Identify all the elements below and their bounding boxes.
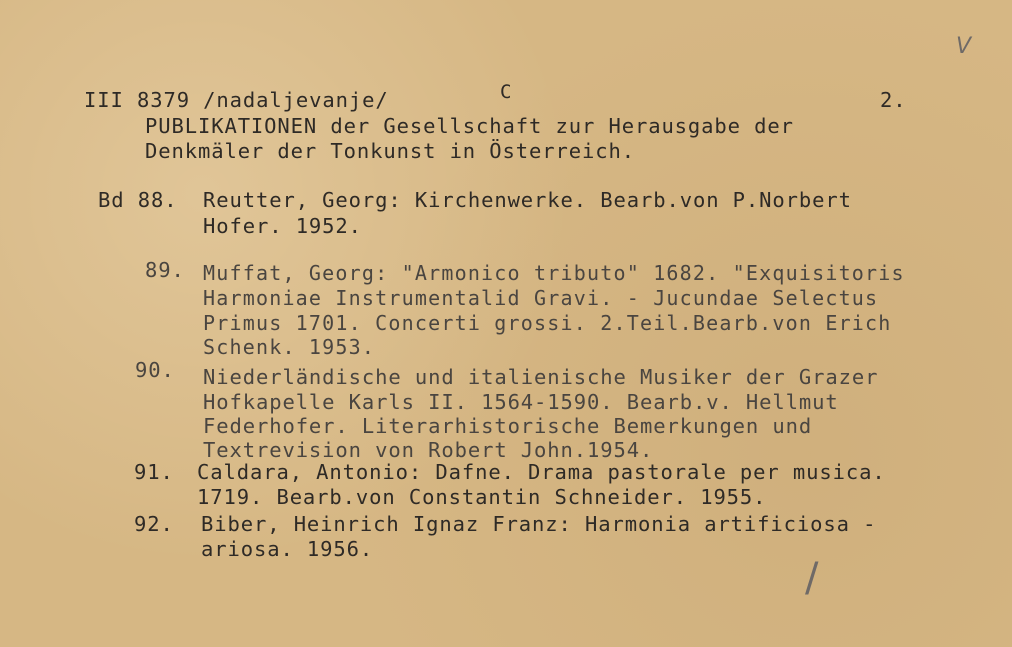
series-title-line-2: Denkmäler der Tonkunst in Österreich. bbox=[145, 139, 635, 163]
shelfmark: III 8379 /nadaljevanje/ bbox=[84, 88, 389, 112]
corner-check-mark: V bbox=[956, 34, 972, 59]
entry-line: Harmoniae Instrumentalid Gravi. - Jucundae Selectus bbox=[203, 286, 879, 310]
entry-label: 91. bbox=[134, 460, 174, 484]
entry-line: Hofkapelle Karls II. 1564-1590. Bearb.v. Hellmut bbox=[203, 390, 839, 414]
entry-line: Niederländische und italienische Musiker der Grazer bbox=[203, 365, 879, 389]
entry-line: Textrevision von Robert John.1954. bbox=[203, 438, 654, 462]
entry-line: Schenk. 1953. bbox=[203, 335, 376, 359]
entry-line: Hofer. 1952. bbox=[203, 214, 362, 238]
entry-line: Caldara, Antonio: Dafne. Drama pastorale per musica. bbox=[197, 460, 886, 484]
entry-label: 90. bbox=[135, 358, 175, 382]
entry-label: Bd 88. bbox=[98, 188, 178, 212]
entry-line: ariosa. 1956. bbox=[201, 537, 374, 561]
card-letter: C bbox=[500, 81, 513, 103]
series-title-line-1: PUBLIKATIONEN der Gesellschaft zur Herausgabe der bbox=[145, 114, 794, 138]
entry-label: 89. bbox=[145, 258, 185, 282]
entry-line: Reutter, Georg: Kirchenwerke. Bearb.von P.Norbert bbox=[203, 188, 852, 212]
entry-line: Muffat, Georg: "Armonico tributo" 1682. "Exquisitoris bbox=[203, 261, 905, 285]
pencil-stroke: / bbox=[805, 555, 819, 601]
entry-label: 92. bbox=[134, 512, 174, 536]
card-number: 2. bbox=[880, 88, 907, 112]
entry-line: Primus 1701. Concerti grossi. 2.Teil.Bearb.von Erich bbox=[203, 311, 892, 335]
entry-line: Federhofer. Literarhistorische Bemerkungen und bbox=[203, 414, 813, 438]
entry-line: Biber, Heinrich Ignaz Franz: Harmonia artificiosa - bbox=[201, 512, 877, 536]
entry-line: 1719. Bearb.von Constantin Schneider. 1955. bbox=[197, 485, 767, 509]
